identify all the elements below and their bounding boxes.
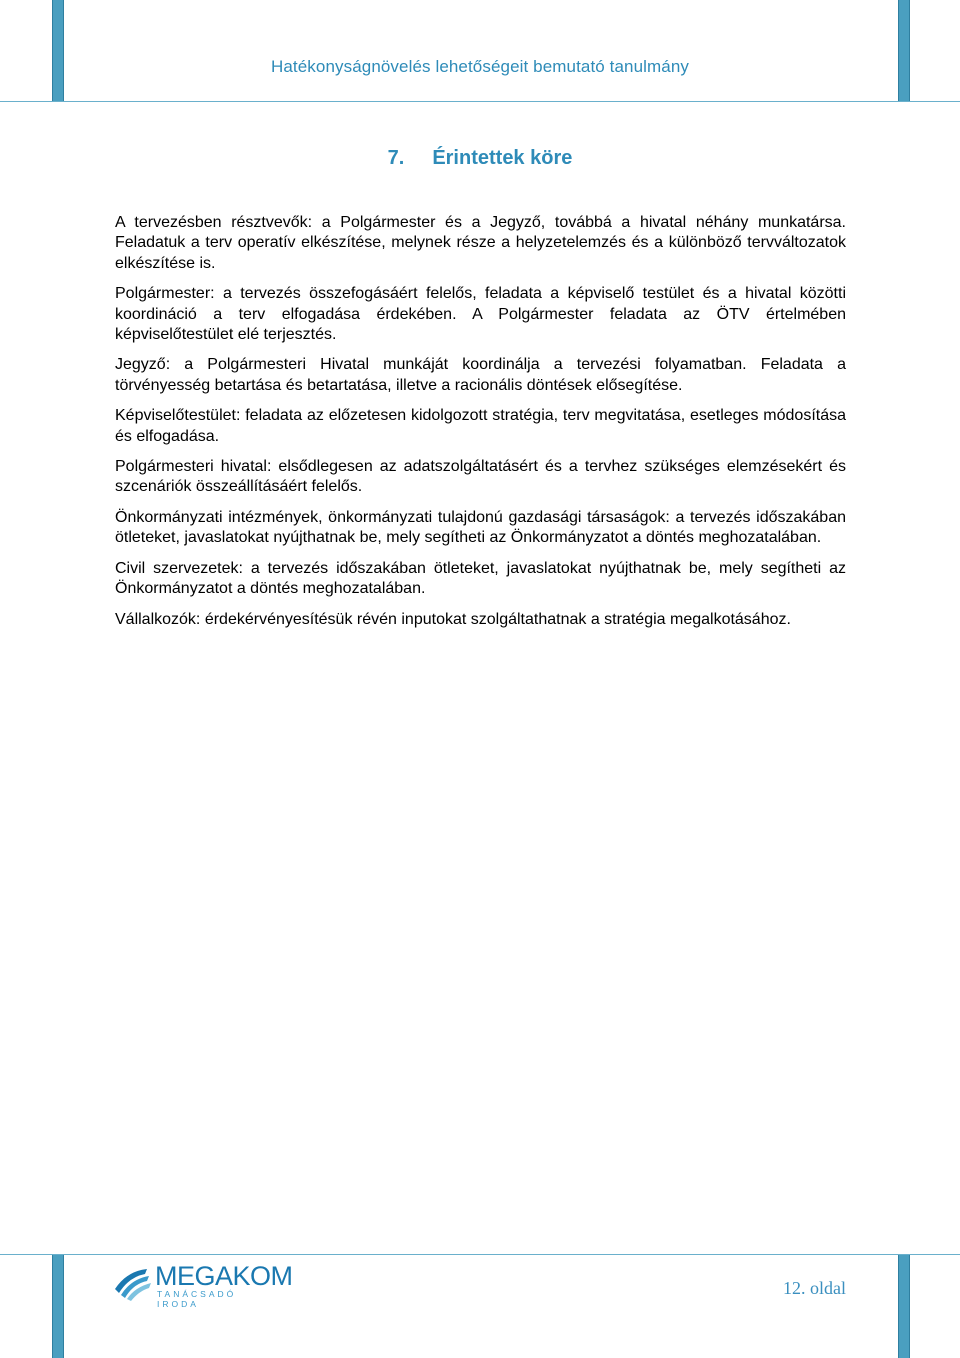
page-number: 12. oldal bbox=[783, 1278, 846, 1298]
paragraph-notary: Jegyző: a Polgármesteri Hivatal munkáját koordinálja a tervezési folyamatban. Feladata a törvényesség betartása és betartatása, illetve a racionális döntések elősegítése. bbox=[115, 356, 846, 394]
section-heading bbox=[0, 147, 960, 170]
logo-subtitle: TANÁCSADÓ IRODA bbox=[157, 1289, 237, 1309]
paragraph-institutions: Önkormányzati intézmények, önkormányzati tulajdonú gazdasági társaságok: a tervezés időszakában ötleteket, javaslatokat nyújthatnak be, mely segítheti az Önkormányzatot a döntés meghozatalában. bbox=[115, 508, 846, 547]
section-title: Érintettek köre bbox=[432, 147, 573, 169]
paragraph-mayors-office: Polgármesteri hivatal: elsődlegesen az adatszolgáltatásért és a tervhez szükséges elemzésekért és szcenáriók összeállításáért felelős. bbox=[115, 458, 846, 496]
body-text bbox=[115, 213, 846, 640]
paragraph-participants: A tervezésben résztvevők: a Polgármester és a Jegyző, továbbá a hivatal néhány munkatársa. Feladatuk a terv operatív elkészítése, melynek része a helyzetelemzés és a különböző tervváltozatok elkészítése is. bbox=[115, 214, 846, 272]
left-top-bar bbox=[52, 0, 64, 102]
megakom-swoosh-icon bbox=[113, 1261, 155, 1301]
megakom-logo bbox=[113, 1259, 293, 1309]
header-rule bbox=[0, 101, 960, 102]
paragraph-council: Képviselőtestület: feladata az előzetesen kidolgozott stratégia, terv megvitatása, esetleges módosítása és elfogadása. bbox=[115, 407, 846, 445]
logo-name: MEGAKOM bbox=[155, 1261, 293, 1291]
paragraph-mayor: Polgármester: a tervezés összefogásáért felelős, feladata a képviselő testület és a hivatal közötti koordináció a terv elfogadása érdekében. A Polgármester feladata az ÖTV értelmében képviselőtestület elé terjesztés. bbox=[115, 285, 846, 344]
left-bottom-bar bbox=[52, 1254, 64, 1358]
document-header-title: Hatékonyságnövelés lehetőségeit bemutató tanulmány bbox=[271, 57, 689, 76]
right-bottom-bar bbox=[898, 1254, 910, 1358]
right-top-bar bbox=[898, 0, 910, 102]
paragraph-entrepreneurs: Vállalkozók: érdekérvényesítésük révén inputokat szolgáltathatnak a stratégia megalkotásához. bbox=[115, 610, 791, 628]
paragraph-civil-organizations: Civil szervezetek: a tervezés időszakában ötleteket, javaslatokat nyújthatnak be, mely segítheti az Önkormányzatot a döntés meghozatalában. bbox=[115, 559, 846, 598]
section-number: 7. bbox=[387, 147, 405, 169]
footer-rule bbox=[0, 1254, 960, 1255]
